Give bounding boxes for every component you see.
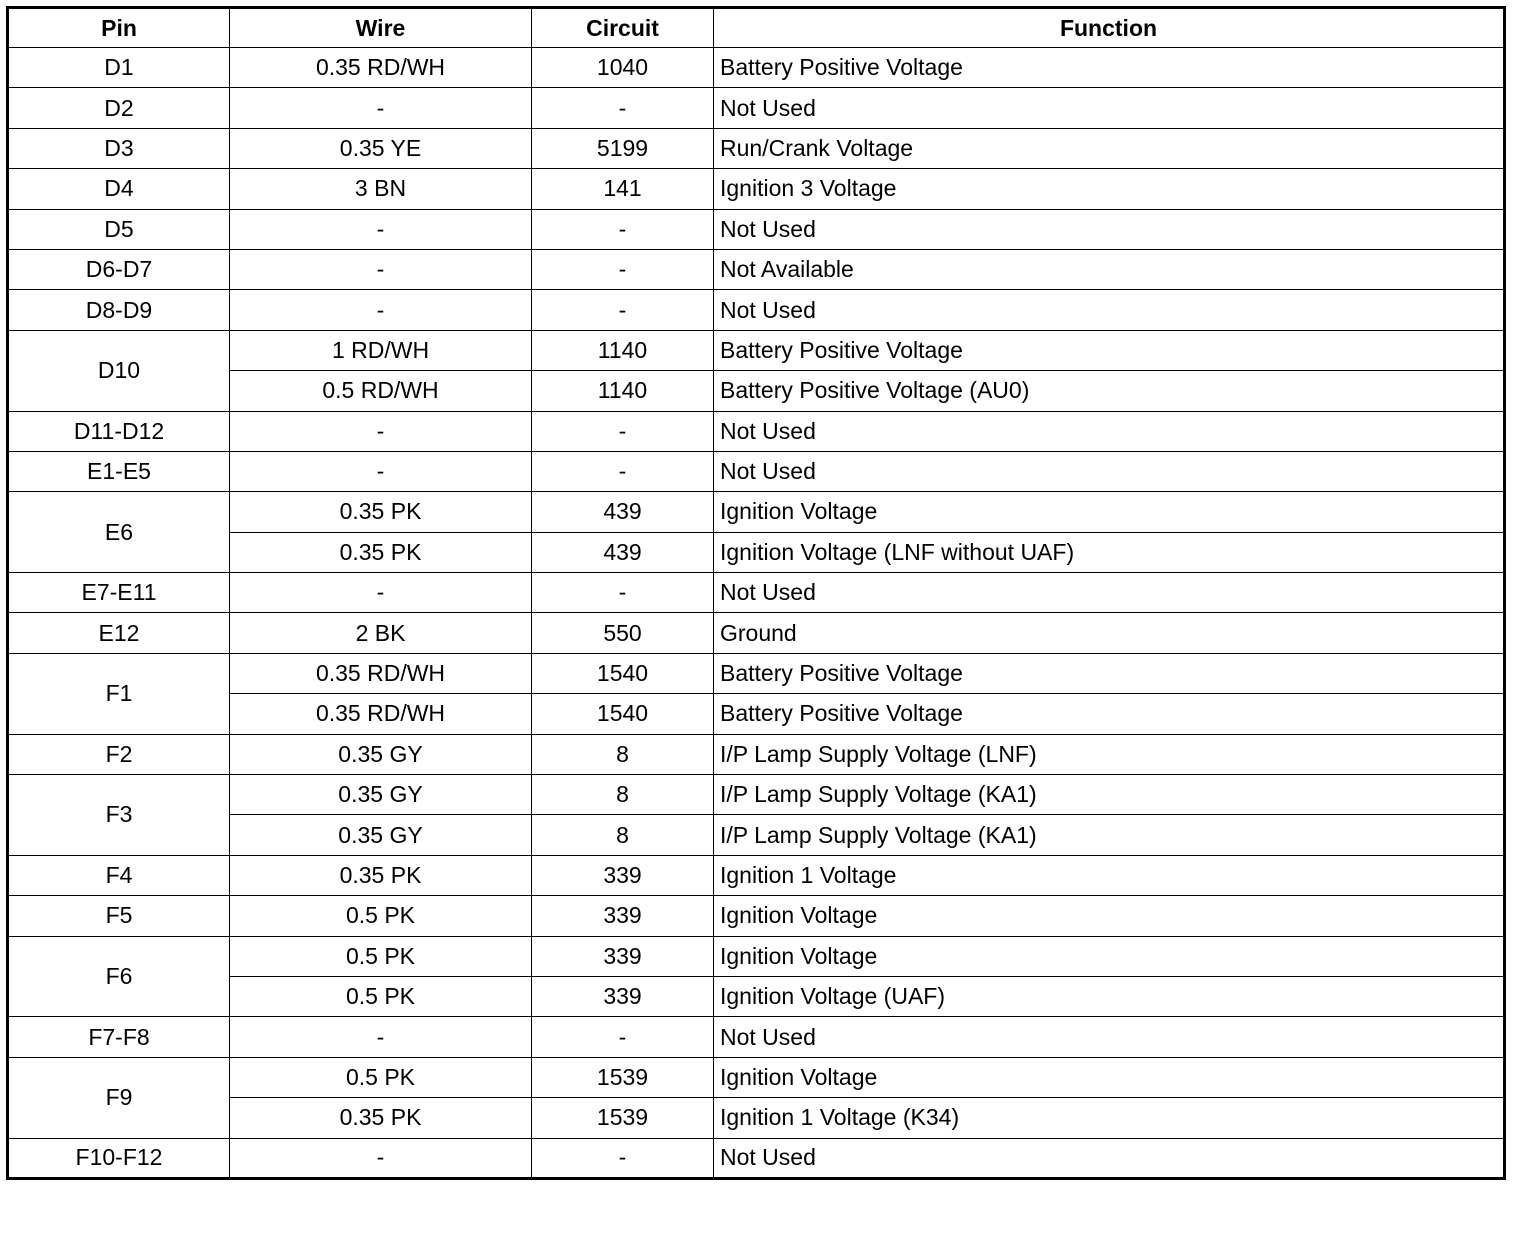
table-row <box>8 371 1505 411</box>
pin-cell: D1 <box>8 48 230 88</box>
pin-cell: D8-D9 <box>8 290 230 330</box>
function-cell: Not Available <box>714 249 1505 289</box>
pin-cell: F5 <box>8 896 230 936</box>
pin-cell: D4 <box>8 169 230 209</box>
pin-cell: F4 <box>8 855 230 895</box>
pin-cell: E1-E5 <box>8 451 230 491</box>
function-cell: Ignition 3 Voltage <box>714 169 1505 209</box>
function-cell: Battery Positive Voltage <box>714 330 1505 370</box>
function-cell: Not Used <box>714 1138 1505 1178</box>
circuit-cell: 1040 <box>532 48 714 88</box>
function-cell: I/P Lamp Supply Voltage (LNF) <box>714 734 1505 774</box>
wire-cell: 0.35 RD/WH <box>230 48 532 88</box>
table-row <box>8 1017 1505 1057</box>
wire-cell: - <box>230 209 532 249</box>
table-row <box>8 290 1505 330</box>
wire-cell: - <box>230 1138 532 1178</box>
function-cell: Ignition 1 Voltage <box>714 855 1505 895</box>
wire-cell: 3 BN <box>230 169 532 209</box>
function-cell: Not Used <box>714 451 1505 491</box>
circuit-cell: 1140 <box>532 371 714 411</box>
circuit-cell: - <box>532 411 714 451</box>
circuit-cell: 5199 <box>532 128 714 168</box>
table-row <box>8 815 1505 855</box>
circuit-cell: 8 <box>532 815 714 855</box>
circuit-cell: 1140 <box>532 330 714 370</box>
table-row <box>8 694 1505 734</box>
wire-cell: - <box>230 88 532 128</box>
circuit-cell: 1539 <box>532 1098 714 1138</box>
function-cell: Ignition Voltage <box>714 1057 1505 1097</box>
table-row <box>8 451 1505 491</box>
wire-cell: 0.35 PK <box>230 1098 532 1138</box>
wire-cell: - <box>230 1017 532 1057</box>
circuit-cell: 8 <box>532 734 714 774</box>
circuit-cell: 339 <box>532 855 714 895</box>
pin-cell: D10 <box>8 330 230 411</box>
function-cell: Not Used <box>714 573 1505 613</box>
table-row <box>8 976 1505 1016</box>
circuit-cell: 1540 <box>532 653 714 693</box>
pin-cell: D2 <box>8 88 230 128</box>
pin-cell: E7-E11 <box>8 573 230 613</box>
circuit-cell: - <box>532 451 714 491</box>
table-row <box>8 855 1505 895</box>
pin-cell: D3 <box>8 128 230 168</box>
circuit-cell: - <box>532 249 714 289</box>
table-row <box>8 411 1505 451</box>
function-cell: Not Used <box>714 290 1505 330</box>
table-row <box>8 48 1505 88</box>
pin-cell: F2 <box>8 734 230 774</box>
table-row <box>8 653 1505 693</box>
wire-cell: - <box>230 249 532 289</box>
pin-cell: D5 <box>8 209 230 249</box>
header-row <box>8 8 1505 48</box>
function-cell: Not Used <box>714 88 1505 128</box>
pin-cell: F6 <box>8 936 230 1017</box>
circuit-cell: 339 <box>532 936 714 976</box>
wire-cell: 0.35 GY <box>230 815 532 855</box>
wire-cell: - <box>230 573 532 613</box>
function-cell: Ground <box>714 613 1505 653</box>
header-pin: Pin <box>8 8 230 48</box>
circuit-cell: - <box>532 1138 714 1178</box>
wire-cell: 0.35 PK <box>230 532 532 572</box>
wire-cell: 2 BK <box>230 613 532 653</box>
header-function: Function <box>714 8 1505 48</box>
table-row <box>8 896 1505 936</box>
table-row <box>8 573 1505 613</box>
function-cell: Battery Positive Voltage (AU0) <box>714 371 1505 411</box>
circuit-cell: 1539 <box>532 1057 714 1097</box>
pin-cell: F7-F8 <box>8 1017 230 1057</box>
table-row <box>8 492 1505 532</box>
table-row <box>8 169 1505 209</box>
wire-cell: 0.35 GY <box>230 734 532 774</box>
circuit-cell: - <box>532 209 714 249</box>
wire-cell: - <box>230 290 532 330</box>
wire-cell: 0.35 RD/WH <box>230 653 532 693</box>
connector-pinout-table <box>6 6 1506 1180</box>
wire-cell: 0.35 PK <box>230 855 532 895</box>
function-cell: Ignition Voltage <box>714 936 1505 976</box>
pin-cell: E6 <box>8 492 230 573</box>
table-row <box>8 1138 1505 1178</box>
circuit-cell: - <box>532 573 714 613</box>
pin-cell: E12 <box>8 613 230 653</box>
circuit-cell: - <box>532 290 714 330</box>
wire-cell: 0.35 YE <box>230 128 532 168</box>
wire-cell: 0.5 PK <box>230 1057 532 1097</box>
header-wire: Wire <box>230 8 532 48</box>
function-cell: Not Used <box>714 209 1505 249</box>
table-row <box>8 128 1505 168</box>
wire-cell: 0.35 GY <box>230 775 532 815</box>
wire-cell: - <box>230 411 532 451</box>
wire-cell: 0.5 PK <box>230 936 532 976</box>
function-cell: I/P Lamp Supply Voltage (KA1) <box>714 815 1505 855</box>
table-row <box>8 532 1505 572</box>
pin-cell: F1 <box>8 653 230 734</box>
function-cell: Not Used <box>714 1017 1505 1057</box>
pin-cell: F9 <box>8 1057 230 1138</box>
circuit-cell: 439 <box>532 532 714 572</box>
function-cell: Ignition Voltage <box>714 896 1505 936</box>
circuit-cell: 339 <box>532 896 714 936</box>
wire-cell: - <box>230 451 532 491</box>
circuit-cell: - <box>532 1017 714 1057</box>
table-body <box>8 48 1505 1179</box>
pin-cell: F3 <box>8 775 230 856</box>
table-row <box>8 613 1505 653</box>
table-row <box>8 209 1505 249</box>
function-cell: Battery Positive Voltage <box>714 653 1505 693</box>
function-cell: Battery Positive Voltage <box>714 694 1505 734</box>
circuit-cell: 439 <box>532 492 714 532</box>
wire-cell: 0.5 RD/WH <box>230 371 532 411</box>
table-row <box>8 1098 1505 1138</box>
table-row <box>8 249 1505 289</box>
function-cell: Ignition Voltage <box>714 492 1505 532</box>
pin-cell: F10-F12 <box>8 1138 230 1178</box>
circuit-cell: 8 <box>532 775 714 815</box>
function-cell: Ignition Voltage (LNF without UAF) <box>714 532 1505 572</box>
function-cell: Battery Positive Voltage <box>714 48 1505 88</box>
pin-cell: D11-D12 <box>8 411 230 451</box>
table-row <box>8 734 1505 774</box>
function-cell: Ignition 1 Voltage (K34) <box>714 1098 1505 1138</box>
wire-cell: 0.5 PK <box>230 976 532 1016</box>
pin-cell: D6-D7 <box>8 249 230 289</box>
circuit-cell: 1540 <box>532 694 714 734</box>
table-row <box>8 88 1505 128</box>
wire-cell: 0.5 PK <box>230 896 532 936</box>
function-cell: Not Used <box>714 411 1505 451</box>
function-cell: Ignition Voltage (UAF) <box>714 976 1505 1016</box>
header-circuit: Circuit <box>532 8 714 48</box>
wire-cell: 1 RD/WH <box>230 330 532 370</box>
circuit-cell: - <box>532 88 714 128</box>
wire-cell: 0.35 PK <box>230 492 532 532</box>
circuit-cell: 339 <box>532 976 714 1016</box>
table-row <box>8 936 1505 976</box>
table-row <box>8 330 1505 370</box>
wire-cell: 0.35 RD/WH <box>230 694 532 734</box>
function-cell: I/P Lamp Supply Voltage (KA1) <box>714 775 1505 815</box>
table-row <box>8 775 1505 815</box>
circuit-cell: 550 <box>532 613 714 653</box>
function-cell: Run/Crank Voltage <box>714 128 1505 168</box>
table-row <box>8 1057 1505 1097</box>
circuit-cell: 141 <box>532 169 714 209</box>
